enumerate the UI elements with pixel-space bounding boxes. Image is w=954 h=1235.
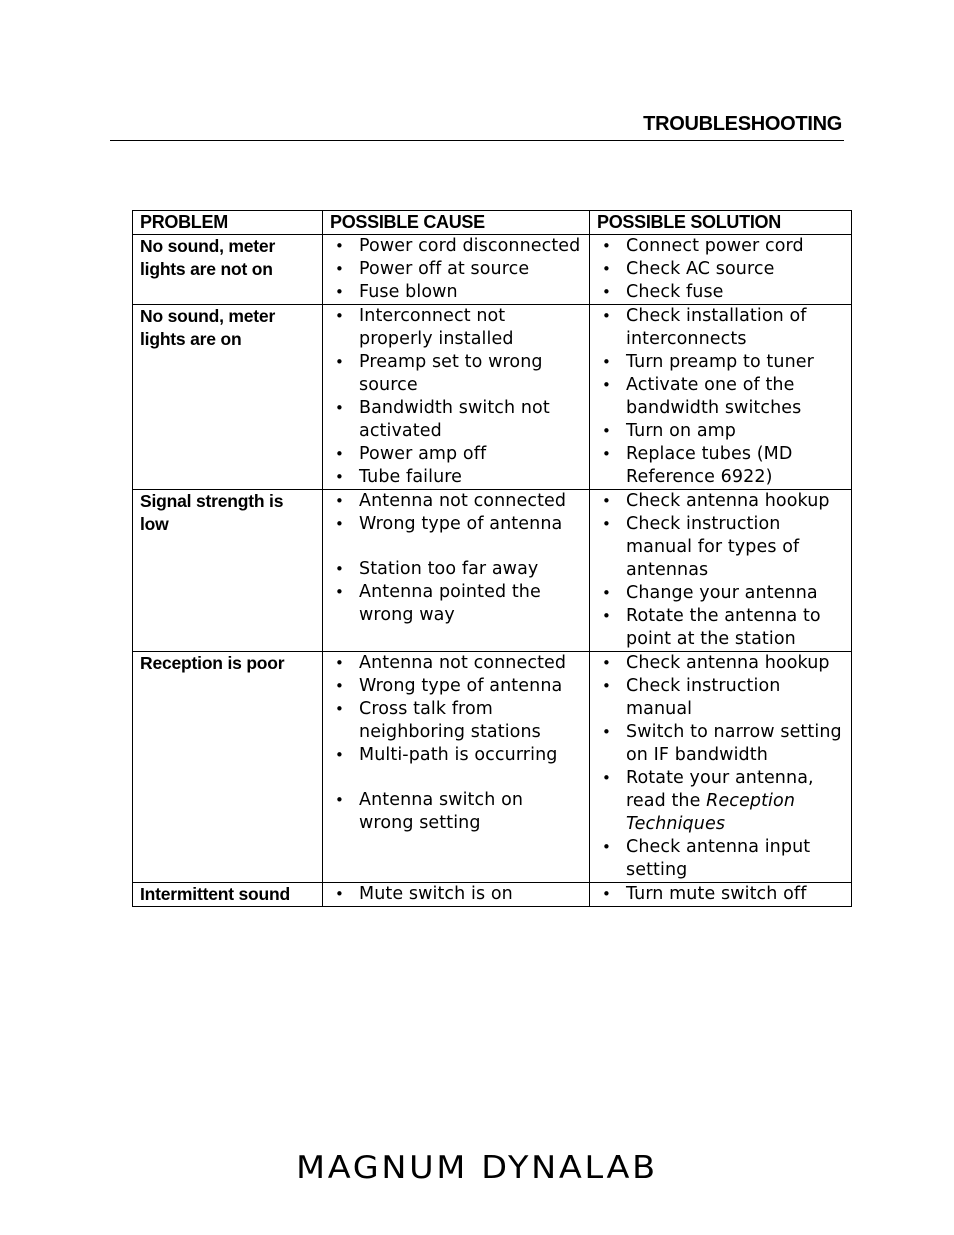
- solution-list: [597, 490, 845, 651]
- bullet-icon: •: [335, 283, 344, 301]
- solution-cell: [590, 305, 852, 490]
- bullet-icon: •: [335, 560, 344, 578]
- bullet-icon: •: [602, 723, 611, 741]
- list-item: • Fuse blown: [335, 282, 458, 302]
- list-item: • Check instruction manual for types of antennas: [602, 514, 800, 580]
- brand-logo: MAGNUM DYNALAB: [296, 1150, 658, 1186]
- header-divider: [110, 140, 844, 141]
- bullet-icon: •: [602, 584, 611, 602]
- list-item: • Check antenna input setting: [602, 837, 811, 880]
- list-item: • Check instruction manual: [602, 676, 781, 719]
- troubleshooting-table: [132, 210, 852, 907]
- cause-cell: [323, 305, 590, 490]
- bullet-icon: •: [602, 353, 611, 371]
- table-header-row: [133, 211, 852, 235]
- solution-cell: [590, 883, 852, 907]
- bullet-icon: •: [335, 791, 344, 809]
- table-row: [133, 652, 852, 883]
- bullet-icon: •: [602, 677, 611, 695]
- bullet-icon: •: [602, 492, 611, 510]
- list-item: • Replace tubes (MD Reference 6922): [602, 444, 793, 487]
- list-item: • Check antenna hookup: [602, 491, 830, 511]
- list-item: • Preamp set to wrong source: [335, 352, 543, 395]
- solution-list: [597, 652, 845, 882]
- list-item: • Cross talk from neighboring stations: [335, 699, 541, 742]
- solution-cell: [590, 652, 852, 883]
- bullet-icon: •: [602, 654, 611, 672]
- bullet-icon: •: [335, 445, 344, 463]
- list-item: • Rotate your antenna, read the Reception Techniques: [602, 768, 814, 834]
- list-item: • Switch to narrow setting on IF bandwidth: [602, 722, 842, 765]
- problem-cell: Intermittent sound: [133, 883, 323, 907]
- list-item: • Check AC source: [602, 259, 775, 279]
- solution-list: [597, 305, 845, 489]
- list-item: • Rotate the antenna to point at the station: [602, 606, 821, 649]
- bullet-icon: •: [602, 838, 611, 856]
- bullet-icon: •: [602, 515, 611, 533]
- list-item: • Connect power cord: [602, 236, 804, 256]
- solution-cell: [590, 235, 852, 305]
- bullet-icon: •: [602, 445, 611, 463]
- bullet-icon: •: [602, 283, 611, 301]
- bullet-icon: •: [335, 492, 344, 510]
- list-spacer: [330, 767, 583, 789]
- cause-list: [330, 652, 583, 835]
- list-item: • Turn on amp: [602, 421, 737, 441]
- list-item: • Antenna not connected: [335, 491, 567, 511]
- list-item: • Station too far away: [335, 559, 539, 579]
- list-item: • Wrong type of antenna: [335, 676, 563, 696]
- bullet-icon: •: [335, 654, 344, 672]
- cause-cell: [323, 490, 590, 652]
- bullet-icon: •: [335, 260, 344, 278]
- cause-cell: [323, 883, 590, 907]
- bullet-icon: •: [602, 260, 611, 278]
- list-item: • Turn preamp to tuner: [602, 352, 814, 372]
- bullet-icon: •: [602, 885, 611, 903]
- bullet-icon: •: [335, 583, 344, 601]
- solution-list: [597, 883, 845, 906]
- list-item: • Bandwidth switch not activated: [335, 398, 550, 441]
- bullet-icon: •: [335, 307, 344, 325]
- list-item: • Change your antenna: [602, 583, 818, 603]
- list-spacer: [330, 536, 583, 558]
- table-row: [133, 235, 852, 305]
- list-item: • Activate one of the bandwidth switches: [602, 375, 802, 418]
- bullet-icon: •: [335, 399, 344, 417]
- list-item: • Interconnect not properly installed: [335, 306, 514, 349]
- solution-list: [597, 235, 845, 304]
- page-title: TROUBLESHOOTING: [643, 113, 842, 135]
- cause-list: [330, 883, 583, 906]
- bullet-icon: •: [335, 468, 344, 486]
- problem-cell: No sound, meter lights are on: [133, 305, 323, 490]
- table-row: [133, 305, 852, 490]
- table-row: [133, 490, 852, 652]
- list-item: • Antenna not connected: [335, 653, 567, 673]
- cause-cell: [323, 652, 590, 883]
- list-item: • Power off at source: [335, 259, 530, 279]
- list-item: • Multi-path is occurring: [335, 745, 558, 765]
- column-header-solution: POSSIBLE SOLUTION: [590, 211, 852, 235]
- list-item: • Turn mute switch off: [602, 884, 807, 904]
- list-item: • Power amp off: [335, 444, 487, 464]
- list-item: • Power cord disconnected: [335, 236, 581, 256]
- bullet-icon: •: [602, 769, 611, 787]
- cause-list: [330, 235, 583, 304]
- bullet-icon: •: [335, 353, 344, 371]
- list-item: • Mute switch is on: [335, 884, 513, 904]
- table-row: [133, 883, 852, 907]
- bullet-icon: •: [602, 422, 611, 440]
- list-item: • Tube failure: [335, 467, 463, 487]
- reception-techniques-reference: Reception Techniques: [626, 791, 796, 834]
- bullet-icon: •: [602, 307, 611, 325]
- list-item: • Check antenna hookup: [602, 653, 830, 673]
- column-header-problem: PROBLEM: [133, 211, 323, 235]
- bullet-icon: •: [335, 677, 344, 695]
- list-item: • Antenna switch on wrong setting: [335, 790, 524, 833]
- problem-cell: No sound, meter lights are not on: [133, 235, 323, 305]
- cause-list: [330, 305, 583, 489]
- bullet-icon: •: [335, 885, 344, 903]
- problem-cell: Signal strength is low: [133, 490, 323, 652]
- list-item: • Antenna pointed the wrong way: [335, 582, 541, 625]
- bullet-icon: •: [602, 376, 611, 394]
- list-item: • Check fuse: [602, 282, 724, 302]
- bullet-icon: •: [602, 607, 611, 625]
- cause-list: [330, 490, 583, 627]
- list-item: • Wrong type of antenna: [335, 514, 563, 534]
- solution-cell: [590, 490, 852, 652]
- bullet-icon: •: [602, 237, 611, 255]
- bullet-icon: •: [335, 237, 344, 255]
- list-item: • Check installation of interconnects: [602, 306, 807, 349]
- bullet-icon: •: [335, 515, 344, 533]
- bullet-icon: •: [335, 746, 344, 764]
- column-header-cause: POSSIBLE CAUSE: [323, 211, 590, 235]
- cause-cell: [323, 235, 590, 305]
- problem-cell: Reception is poor: [133, 652, 323, 883]
- bullet-icon: •: [335, 700, 344, 718]
